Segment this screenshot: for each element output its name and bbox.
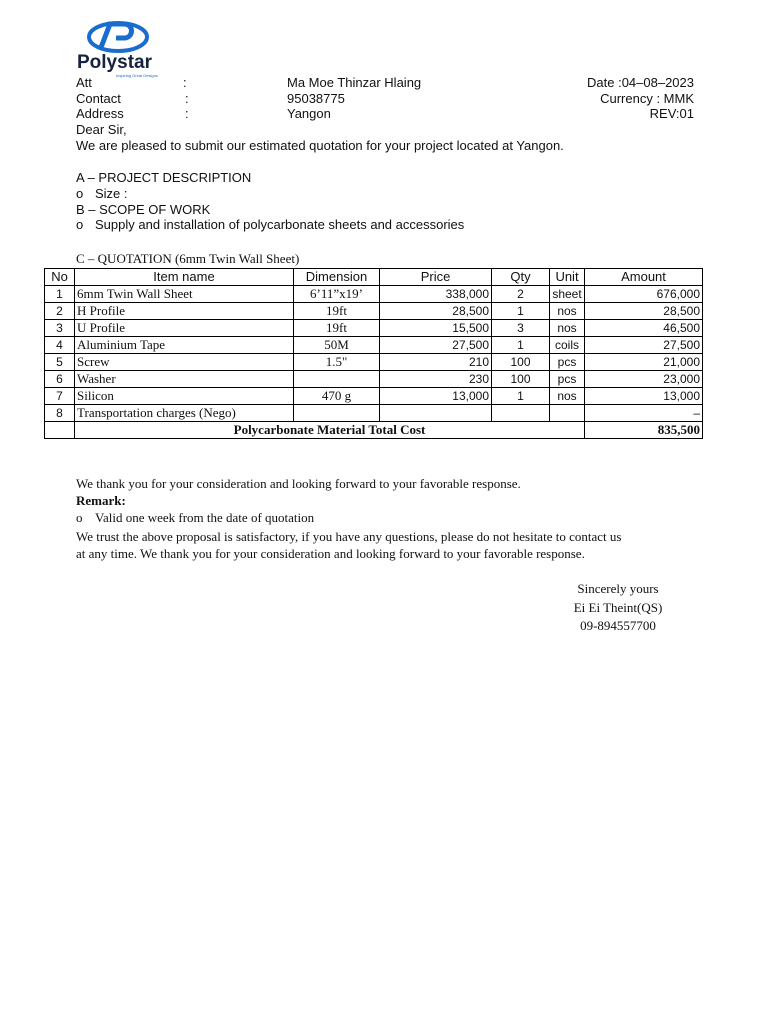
- cell-dimension: 19ft: [294, 320, 380, 337]
- cell-no: 7: [45, 388, 75, 405]
- table-row: [45, 388, 703, 405]
- cell-dimension: [294, 405, 380, 422]
- cell-no: 6: [45, 371, 75, 388]
- table-row: [45, 320, 703, 337]
- cell-amount: 46,500: [585, 320, 703, 337]
- header-price: Price: [380, 269, 492, 286]
- address-label: Address: [76, 106, 124, 121]
- total-amount: 835,500: [585, 422, 703, 439]
- currency: Currency : MMK: [600, 91, 694, 106]
- cell-item-name: U Profile: [75, 320, 294, 337]
- cell-dimension: 1.5": [294, 354, 380, 371]
- cell-item-name: 6mm Twin Wall Sheet: [75, 286, 294, 303]
- logo-wordmark: Polystar: [77, 52, 152, 73]
- cell-price: 13,000: [380, 388, 492, 405]
- cell-price: 27,500: [380, 337, 492, 354]
- cell-unit: [550, 405, 585, 422]
- section-c-title: C – QUOTATION (6mm Twin Wall Sheet): [76, 251, 300, 266]
- cell-price: 210: [380, 354, 492, 371]
- cell-price: 338,000: [380, 286, 492, 303]
- intro-text: We are pleased to submit our estimated quotation for your project located at Yangon.: [76, 138, 564, 153]
- cell-no: 2: [45, 303, 75, 320]
- table-row: [45, 371, 703, 388]
- address-colon: :: [185, 106, 189, 121]
- cell-qty: 1: [492, 388, 550, 405]
- att-value: Ma Moe Thinzar Hlaing: [287, 75, 422, 90]
- cell-amount: 21,000: [585, 354, 703, 371]
- signatory-phone: 09-894557700: [580, 618, 656, 633]
- cell-qty: [492, 405, 550, 422]
- att-colon: :: [183, 75, 187, 90]
- cell-qty: 3: [492, 320, 550, 337]
- address-value: Yangon: [287, 106, 331, 121]
- cell-item-name: Transportation charges (Nego): [75, 405, 294, 422]
- cell-price: [380, 405, 492, 422]
- cell-no: 1: [45, 286, 75, 303]
- cell-dimension: 6’11”x19’: [294, 286, 380, 303]
- header-item-name: Item name: [75, 269, 294, 286]
- cell-amount: 676,000: [585, 286, 703, 303]
- section-a-item: Size :: [95, 186, 128, 201]
- signatory-name: Ei Ei Theint(QS): [573, 600, 663, 615]
- sign-off: Sincerely yours: [577, 581, 659, 596]
- cell-qty: 1: [492, 337, 550, 354]
- header-dimension: Dimension: [294, 269, 380, 286]
- section-b-item: Supply and installation of polycarbonate sheets and accessories: [95, 217, 465, 232]
- cell-dimension: 50M: [294, 337, 380, 354]
- cell-amount: –: [585, 405, 703, 422]
- cell-no: 4: [45, 337, 75, 354]
- cell-qty: 100: [492, 371, 550, 388]
- cell-dimension: 470 g: [294, 388, 380, 405]
- greeting: Dear Sir,: [76, 122, 127, 137]
- cell-qty: 100: [492, 354, 550, 371]
- cell-amount: 23,000: [585, 371, 703, 388]
- logo-tagline: Inspiring Great Designs: [116, 73, 158, 78]
- cell-no: 5: [45, 354, 75, 371]
- cell-amount: 28,500: [585, 303, 703, 320]
- cell-dimension: 19ft: [294, 303, 380, 320]
- cell-price: 15,500: [380, 320, 492, 337]
- total-empty-cell: [45, 422, 75, 439]
- contact-value: 95038775: [287, 91, 345, 106]
- cell-no: 3: [45, 320, 75, 337]
- section-b-bullet: o: [76, 217, 84, 232]
- contact-label: Contact: [76, 91, 121, 106]
- cell-unit: pcs: [550, 354, 585, 371]
- remark-label: Remark:: [76, 493, 126, 508]
- cell-unit: nos: [550, 388, 585, 405]
- cell-qty: 2: [492, 286, 550, 303]
- cell-dimension: [294, 371, 380, 388]
- total-label: Polycarbonate Material Total Cost: [75, 422, 585, 439]
- table-row: [45, 405, 703, 422]
- cell-item-name: H Profile: [75, 303, 294, 320]
- cell-qty: 1: [492, 303, 550, 320]
- cell-item-name: Screw: [75, 354, 294, 371]
- header-amount: Amount: [585, 269, 703, 286]
- table-row: [45, 286, 703, 303]
- revision: REV:01: [649, 106, 694, 121]
- section-b-title: B – SCOPE OF WORK: [76, 202, 211, 217]
- cell-unit: sheet: [550, 286, 585, 303]
- section-a-title: A – PROJECT DESCRIPTION: [76, 170, 252, 185]
- cell-unit: coils: [550, 337, 585, 354]
- header-qty: Qty: [492, 269, 550, 286]
- table-row: [45, 354, 703, 371]
- polystar-logo-icon: [86, 20, 150, 54]
- section-a-bullet: o: [76, 186, 84, 201]
- table-row: [45, 303, 703, 320]
- cell-item-name: Washer: [75, 371, 294, 388]
- att-label: Att: [76, 75, 92, 90]
- header-no: No: [45, 269, 75, 286]
- cell-item-name: Silicon: [75, 388, 294, 405]
- cell-no: 8: [45, 405, 75, 422]
- cell-price: 230: [380, 371, 492, 388]
- cell-unit: nos: [550, 320, 585, 337]
- table-row: [45, 337, 703, 354]
- thanks-text: We thank you for your consideration and looking forward to your favorable response.: [76, 476, 521, 491]
- trust-text-line2: at any time. We thank you for your consideration and looking forward to your favorable response.: [76, 546, 585, 561]
- cell-amount: 27,500: [585, 337, 703, 354]
- remark-bullet: o: [76, 510, 83, 525]
- cell-item-name: Aluminium Tape: [75, 337, 294, 354]
- cell-price: 28,500: [380, 303, 492, 320]
- quotation-table: [44, 268, 703, 439]
- date: Date :04–08–2023: [587, 75, 694, 90]
- header-unit: Unit: [550, 269, 585, 286]
- table-total-row: [45, 422, 703, 439]
- cell-unit: pcs: [550, 371, 585, 388]
- trust-text-line1: We trust the above proposal is satisfactory, if you have any questions, please do not hesitate to contact us: [76, 529, 622, 544]
- contact-colon: :: [185, 91, 189, 106]
- table-header-row: [45, 269, 703, 286]
- cell-unit: nos: [550, 303, 585, 320]
- cell-amount: 13,000: [585, 388, 703, 405]
- remark-item: Valid one week from the date of quotation: [95, 510, 315, 525]
